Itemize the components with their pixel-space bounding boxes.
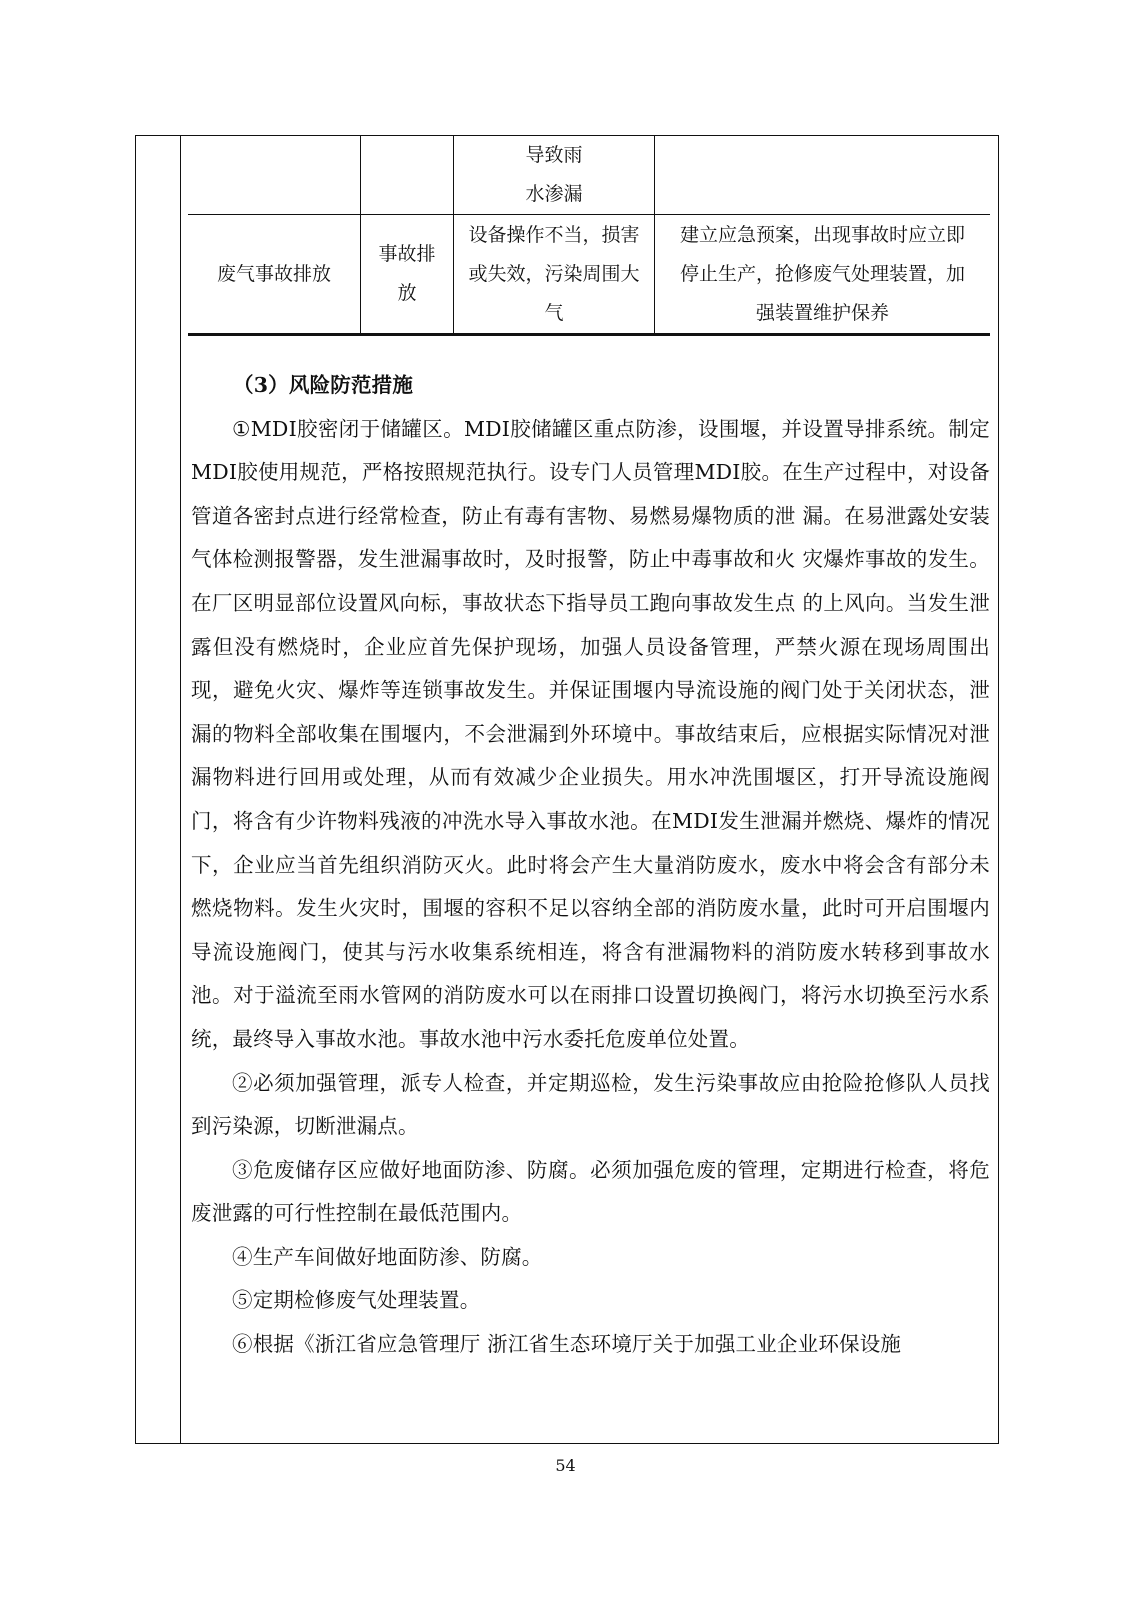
risk-source-cell: 废气事故排放 <box>188 215 361 335</box>
impact-cell <box>454 215 655 335</box>
paragraph: ⑥根据《浙江省应急管理厅 浙江省生态环境厅关于加强工业企业环保设施 <box>232 1332 902 1357</box>
paragraph: ①MDI胶密闭于储罐区。MDI胶储罐区重点防渗，设围堰，并设置导排系统。制定MDI胶使用规范，严格按照规范执行。设专门人员管理MDI胶。在生产过程中，对设备管道各密封点进行经常检查，防止有毒有害物、易燃易爆物质的泄 漏。在易泄露处安装气体检测报警器，发生泄漏事故时，及时报警，防止中毒事故和火 灾爆炸事故的发生。在厂区明显部位设置风向标，事故状态下指导员工跑向事故发生点 的上风向。当发生泄露但没有燃烧时，企业应首先保护现场，加强人员设备管理，严禁火源在现场周围出现，避免火灾、爆炸等连锁事故发生。并保证围堰内导流设施的阀门处于关闭状态，泄漏的物料全部收集在围堰内，不会泄漏到外环境中。事故结束后，应根据实际情况对泄漏物料进行回用或处理，从而有效减少企业损失。用水冲洗围堰区，打开导流设施阀门，将含有少许物料残液的冲洗水导入事故水池。在MDI发生泄漏并燃烧、爆炸的情况下，企业应当首先组织消防灭火。此时将会产生大量消防废水，废水中将会含有部分未燃烧物料。发生火灾时，围堰的容积不足以容纳全部的消防废水量，此时可开启围堰内导流设施阀门，使其与污水收集系统相连，将含有泄漏物料的消防废水转移到事故水池。对于溢流至雨水管网的消防废水可以在雨排口设置切换阀门，将污水切换至污水系统，最终导入事故水池。事故水池中污水委托危废单位处置。 <box>191 416 990 1051</box>
cell-line: 导致雨 <box>525 144 583 166</box>
table-row <box>188 215 990 335</box>
impact-cell <box>454 136 655 215</box>
paragraph: ⑤定期检修废气处理装置。 <box>232 1288 481 1313</box>
cell-line: 气 <box>544 301 564 324</box>
paragraph: ③危废储存区应做好地面防渗、防腐。必须加强危废的管理，定期进行检查，将危废泄露的可行性控制在最低范围内。 <box>191 1157 990 1226</box>
risk-type-cell <box>361 136 454 215</box>
cell-line: 放 <box>397 282 417 304</box>
cell-line: 停止生产，抢修废气处理装置，加 <box>679 262 965 285</box>
risk-source-cell <box>188 136 361 215</box>
left-margin-column <box>136 136 181 1443</box>
cell-line: 强装置维护保养 <box>755 301 889 324</box>
cell-line: 或失效，污染周围大 <box>468 262 640 285</box>
page-frame <box>135 135 999 1444</box>
section-content <box>191 364 990 1367</box>
risk-table <box>188 136 990 336</box>
measure-cell <box>655 136 991 215</box>
page-number: 54 <box>555 1456 576 1475</box>
table-row <box>188 136 990 215</box>
paragraph: ②必须加强管理，派专人检查，并定期巡检，发生污染事故应由抢险抢修队人员找到污染源，切断泄漏点。 <box>191 1070 990 1139</box>
risk-type-cell <box>361 215 454 335</box>
cell-line: 事故排 <box>378 243 436 265</box>
paragraph: ④生产车间做好地面防渗、防腐。 <box>232 1244 543 1269</box>
cell-line: 水渗漏 <box>525 183 583 205</box>
section-heading: （3）风险防范措施 <box>233 373 414 397</box>
measure-cell <box>655 215 991 335</box>
cell-line: 建立应急预案，出现事故时应立即 <box>679 223 965 246</box>
cell-line: 设备操作不当，损害 <box>468 223 640 246</box>
